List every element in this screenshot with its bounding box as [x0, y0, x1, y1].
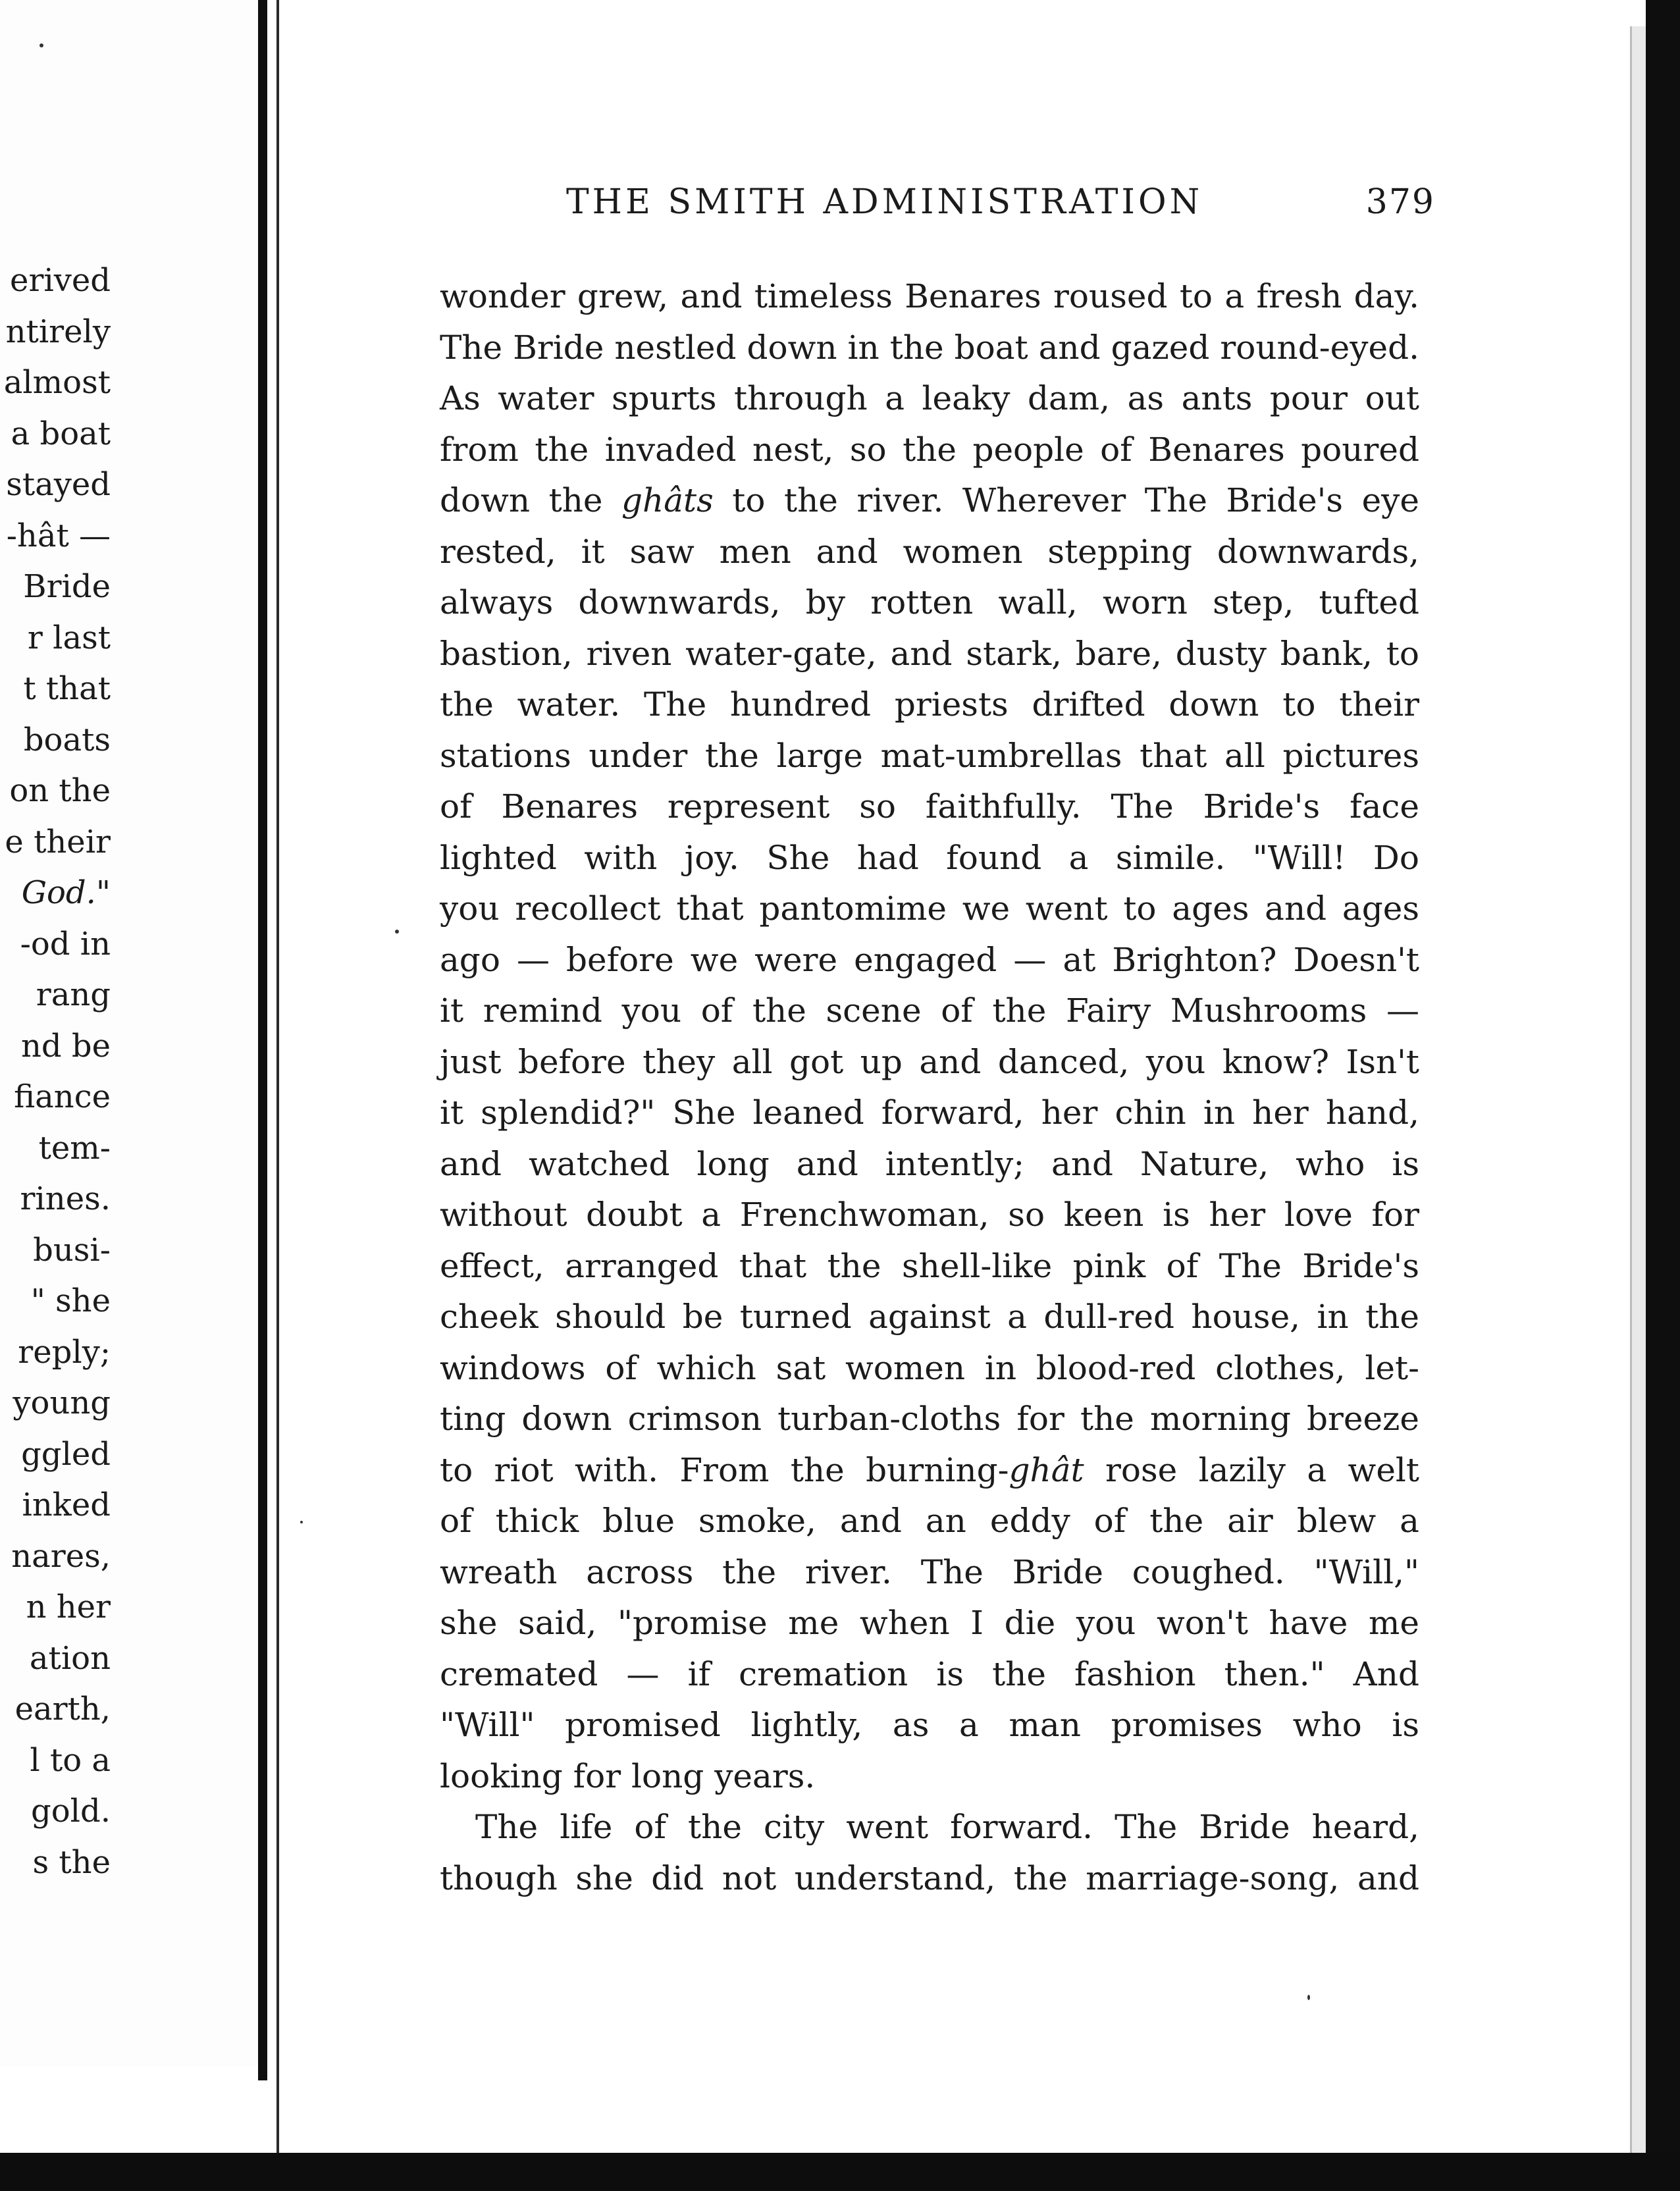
text-line: she said, "promise me when I die you won't have me: [440, 1604, 1419, 1642]
left-fragment-line: rang: [36, 976, 111, 1013]
text-line: and watched long and intently; and Nature, who is: [440, 1144, 1419, 1183]
text-line: windows of which sat women in blood-red clothes, let-: [440, 1348, 1419, 1387]
text-line: "Will" promised lightly, as a man promises who is: [440, 1706, 1419, 1744]
text-line: though she did not understand, the marriage-song, and: [440, 1859, 1419, 1897]
left-fragment-line: ntirely: [5, 313, 111, 350]
left-fragment-line: ation: [29, 1639, 111, 1677]
text-line: rested, it saw men and women stepping downwards,: [440, 532, 1419, 571]
text-line: bastion, riven water-gate, and stark, bare, dusty bank, to: [440, 634, 1419, 673]
text-line: ting down crimson turban-cloths for the morning breeze: [440, 1400, 1419, 1438]
left-fragment-line: earth,: [14, 1691, 111, 1728]
left-fragment-line: " she: [30, 1282, 111, 1319]
left-fragment-line: God.": [21, 874, 111, 911]
left-fragment-line: nd be: [20, 1027, 111, 1065]
text-line: without doubt a Frenchwoman, so keen is her love for: [440, 1196, 1419, 1234]
text-line: lighted with joy. She had found a simile. "Will! Do: [440, 838, 1419, 877]
text-line: ago — before we were engaged — at Brighton? Doesn't: [440, 940, 1419, 979]
left-fragment-line: n her: [26, 1589, 111, 1625]
text-line: it remind you of the scene of the Fairy Mushrooms —: [440, 991, 1419, 1030]
text-line: stations under the large mat-umbrellas that all pictures: [440, 736, 1419, 775]
left-fragment-line: on the: [9, 772, 111, 809]
text-line-paragraph-start: The life of the city went forward. The Bride heard,: [475, 1808, 1419, 1846]
running-title: THE SMITH ADMINISTRATION: [566, 182, 1203, 222]
right-scan-border: [1646, 0, 1680, 2191]
text-line: to riot with. From the burning-ghât rose lazily a welt: [440, 1450, 1419, 1489]
running-head: [566, 179, 1435, 225]
left-page-text-fragments: [0, 255, 111, 1888]
left-fragment-line: busi-: [33, 1231, 111, 1269]
text-line: of Benares represent so faithfully. The Bride's face: [440, 787, 1419, 826]
left-fragment-line: a boat: [11, 415, 111, 452]
text-line: effect, arranged that the shell-like pink of The Bride's: [440, 1246, 1419, 1285]
left-fragment-line: ggled: [21, 1435, 111, 1473]
left-fragment-line: reply;: [18, 1333, 111, 1371]
bottom-scan-border: [0, 2153, 1680, 2191]
ink-speck: [1307, 1995, 1310, 2000]
left-fragment-line: gold.: [31, 1793, 111, 1830]
text-line: down the ghâts to the river. Wherever The Bride's eye: [440, 481, 1420, 519]
text-line: cheek should be turned against a dull-red house, in the: [440, 1298, 1419, 1336]
italic-word: ghât: [1009, 1450, 1084, 1489]
left-fragment-line: -od in: [20, 925, 111, 963]
text-line: from the invaded nest, so the people of Benares poured: [440, 430, 1419, 469]
left-fragment-line: young: [13, 1385, 111, 1421]
left-fragment-line: e their: [5, 823, 111, 860]
left-page-edge-shadow: [258, 0, 267, 2080]
body-text: [440, 271, 1419, 1904]
italic-word: ghâts: [621, 481, 714, 519]
left-fragment-line: s the: [32, 1843, 111, 1881]
left-fragment-line: l to a: [30, 1741, 111, 1779]
text-line: looking for long years.: [440, 1756, 816, 1795]
text-line: always downwards, by rotten wall, worn step, tufted: [440, 583, 1419, 621]
ink-speck: [39, 43, 43, 47]
left-fragment-line: -hât —: [6, 517, 111, 554]
text-line: it splendid?" She leaned forward, her chin in her hand,: [440, 1094, 1419, 1132]
left-fragment-line: erived: [10, 262, 111, 299]
left-fragment-line: boats: [23, 721, 111, 758]
left-fragment-line: Bride: [23, 568, 111, 605]
ink-speck: [300, 1521, 303, 1523]
gutter-fold-line: [276, 0, 279, 2191]
text-line: the water. The hundred priests drifted down to their: [440, 685, 1419, 724]
left-fragment-line: rines.: [20, 1180, 111, 1217]
left-facing-page: [0, 0, 258, 2067]
left-fragment-line: r last: [27, 619, 111, 656]
left-fragment-line: stayed: [6, 466, 111, 503]
text-line: The Bride nestled down in the boat and gazed round-eyed.: [440, 328, 1419, 367]
text-line: wonder grew, and timeless Benares roused to a fresh day.: [440, 277, 1419, 315]
text-line: As water spurts through a leaky dam, as ants pour out: [440, 379, 1419, 417]
left-fragment-line: nares,: [11, 1537, 111, 1575]
ink-speck: [395, 930, 399, 934]
left-fragment-line: fiance: [14, 1078, 111, 1115]
text-line: wreath across the river. The Bride coughed. "Will,": [440, 1552, 1419, 1591]
text-line: just before they all got up and danced, you know? Isn't: [440, 1042, 1419, 1081]
left-fragment-line: t that: [23, 670, 111, 707]
page-number: 379: [1365, 182, 1435, 222]
text-line: you recollect that pantomime we went to ages and ages: [440, 889, 1419, 928]
text-line: of thick blue smoke, and an eddy of the air blew a: [440, 1502, 1419, 1540]
left-fragment-line: almost: [3, 364, 111, 401]
left-fragment-line: tem-: [38, 1129, 111, 1167]
text-line: cremated — if cremation is the fashion then." And: [440, 1654, 1419, 1693]
left-fragment-line: inked: [22, 1487, 111, 1523]
right-page-edge: [1630, 26, 1648, 2153]
